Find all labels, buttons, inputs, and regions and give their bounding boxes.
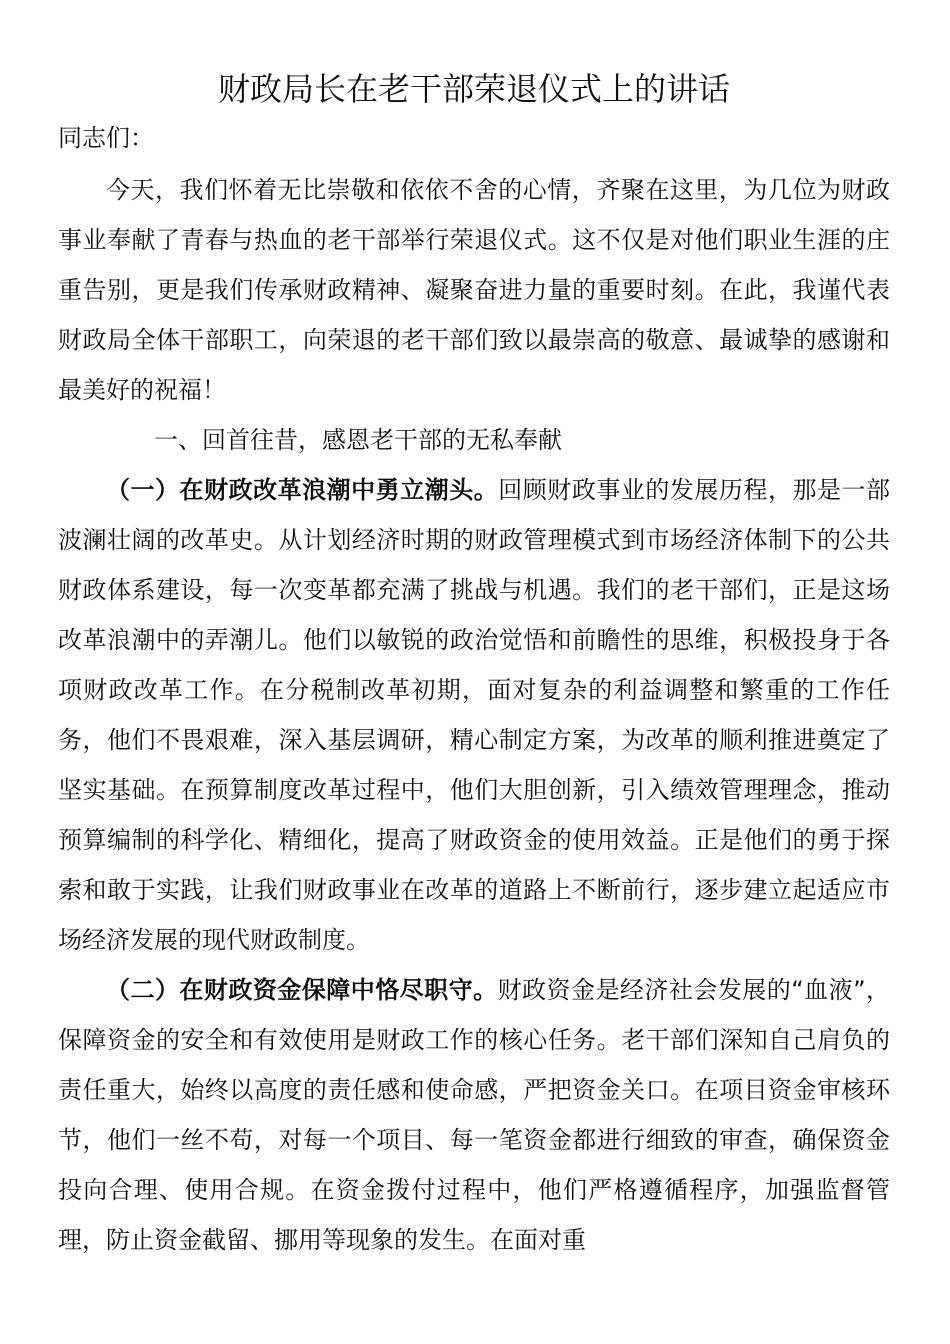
salutation: 同志们： [58, 124, 154, 152]
section-heading [58, 415, 890, 465]
subsection-1 [58, 465, 890, 965]
opening-paragraph: 今天，我们怀着无比崇敬和依依不舍的心情，齐聚在这里，为几位为财政事业奉献了青春与热血的老干部举行荣退仪式。这不仅是对他们职业生涯的庄重告别，更是我们传承财政精神、凝聚奋进力量的重要时刻。在此，我谨代表财政局全体干部职工，向荣退的老干部们致以最崇高的敬意、最诚挚的感谢和最美好的祝福！ [58, 176, 890, 404]
subsection-1-text: 回顾财政事业的发展历程，那是一部波澜壮阔的改革史。从计划经济时期的财政管理模式到市场经济体制下的公共财政体系建设，每一次变革都充满了挑战与机遇。我们的老干部们，正是这场改革浪潮中的弄潮儿。他们以敏锐的政治觉悟和前瞻性的思维，积极投身于各项财政改革工作。在分税制改革初期，面对复杂的利益调整和繁重的工作任务，他们不畏艰难，深入基层调研，精心制定方案，为改革的顺利推进奠定了坚实基础。在预算制度改革过程中，他们大胆创新，引入绩效管理理念，推动预算编制的科学化、精细化，提高了财政资金的使用效益。正是他们的勇于探索和敢于实践，让我们财政事业在改革的道路上不断前行，逐步建立起适应市场经济发展的现代财政制度。 [58, 476, 891, 954]
subsection-1-lead: （一）在财政改革浪潮中勇立潮头。 [106, 476, 499, 504]
subsection-2 [58, 965, 890, 1265]
subsection-2-lead: （二）在财政资金保障中恪尽职守。 [106, 976, 498, 1004]
document-title: 财政局长在老干部荣退仪式上的讲话 [217, 70, 730, 108]
subsection-2-text: 财政资金是经济社会发展的“血液”，保障资金的安全和有效使用是财政工作的核心任务。老干部们深知自己肩负的责任重大，始终以高度的责任感和使命感，严把资金关口。在项目资金审核环节，他们一丝不苟，对每一个项目、每一笔资金都进行细致的审查，确保资金投向合理、使用合规。在资金拨付过程中，他们严格遵循程序，加强监督管理，防止资金截留、挪用等现象的发生。在面对重 [58, 976, 890, 1254]
document-body [58, 165, 890, 1265]
section-heading-text: 一、回首往昔，感恩老干部的无私奉献 [154, 426, 562, 454]
